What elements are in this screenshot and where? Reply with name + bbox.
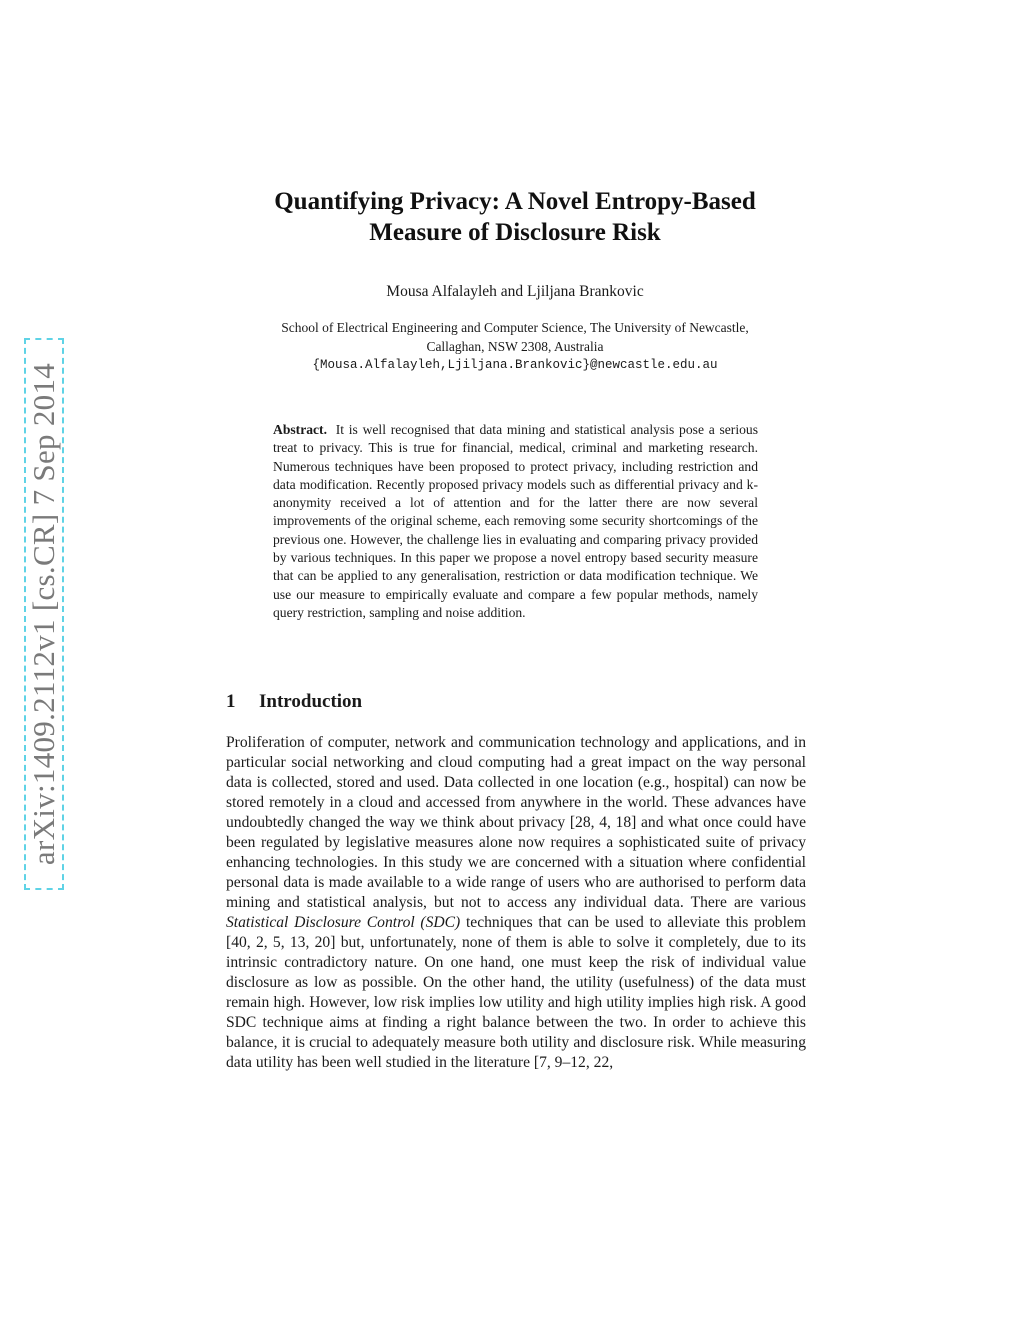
intro-emphasis-sdc: Statistical Disclosure Control (SDC) [226,914,461,931]
affiliation [200,318,830,375]
authors: Mousa Alfalayleh and Ljiljana Brankovic [386,283,644,300]
arxiv-stamp [24,338,64,890]
title-line-2: Measure of Disclosure Risk [369,219,661,246]
author-emails: {Mousa.Alfalayleh,Ljiljana.Brankovic}@newcastle.edu.au [312,358,718,372]
introduction-paragraph [226,733,806,1073]
section-title: Introduction [259,691,363,712]
intro-text-part-1: Proliferation of computer, network and communication technology and applications, and in particular social networking and cloud computing had a great impact on the way personal data is collected, stored and used. Data collected in one location (e.g., hospital) can now be stored remotely in a cloud and accessed from anywhere in the world. These advances have undoubtedly changed the way we think about privacy [28, 4, 18] and what once could have been regulated by legislative measures alone now requires a sophisticated suite of privacy enhancing technologies. In this study we are concerned with a situation where confidential personal data is made available to a wide range of users who are authorised to perform data mining and statistical analysis, but not to access any individual data. There are various [226,734,806,911]
paper-title [200,186,830,248]
affiliation-line-2: Callaghan, NSW 2308, Australia [426,339,604,354]
section-number: 1 [226,691,236,712]
section-heading [226,691,362,713]
abstract-text: It is well recognised that data mining and statistical analysis pose a serious treat to privacy. This is true for financial, medical, criminal and marketing research. Numerous techniques have been proposed to protect privacy, including restriction and data modification. Recently proposed privacy models such as differential privacy and k-anonymity received a lot of attention and for the latter there are now several improvements of the original scheme, each removing some security shortcomings of the previous one. However, the challenge lies in evaluating and comparing privacy provided by various techniques. In this paper we propose a novel entropy based security measure that can be applied to any generalisation, restriction or data modification technique. We use our measure to empirically evaluate and compare a few popular methods, namely query restriction, sampling and noise addition. [273,422,758,620]
intro-text-part-2: techniques that can be used to alleviate this problem [40, 2, 5, 13, 20] but, unfortunately, none of them is able to solve it completely, due to its intrinsic contradictory nature. On one hand, one must keep the risk of individual value disclosure as low as possible. On the other hand, the utility (usefulness) of the data must remain high. However, low risk implies low utility and high utility implies high risk. A good SDC technique aims at finding a right balance between the two. In order to achieve this balance, it is crucial to adequately measure both utility and disclosure risk. While measuring data utility has been well studied in the literature [7, 9–12, 22, [226,914,806,1071]
affiliation-line-1: School of Electrical Engineering and Computer Science, The University of Newcastle, [281,320,749,335]
arxiv-identifier: arXiv:1409.2112v1 [cs.CR] 7 Sep 2014 [26,362,62,866]
abstract-label: Abstract. [273,422,327,437]
title-line-1: Quantifying Privacy: A Novel Entropy-Based [274,188,756,215]
abstract [273,421,758,622]
